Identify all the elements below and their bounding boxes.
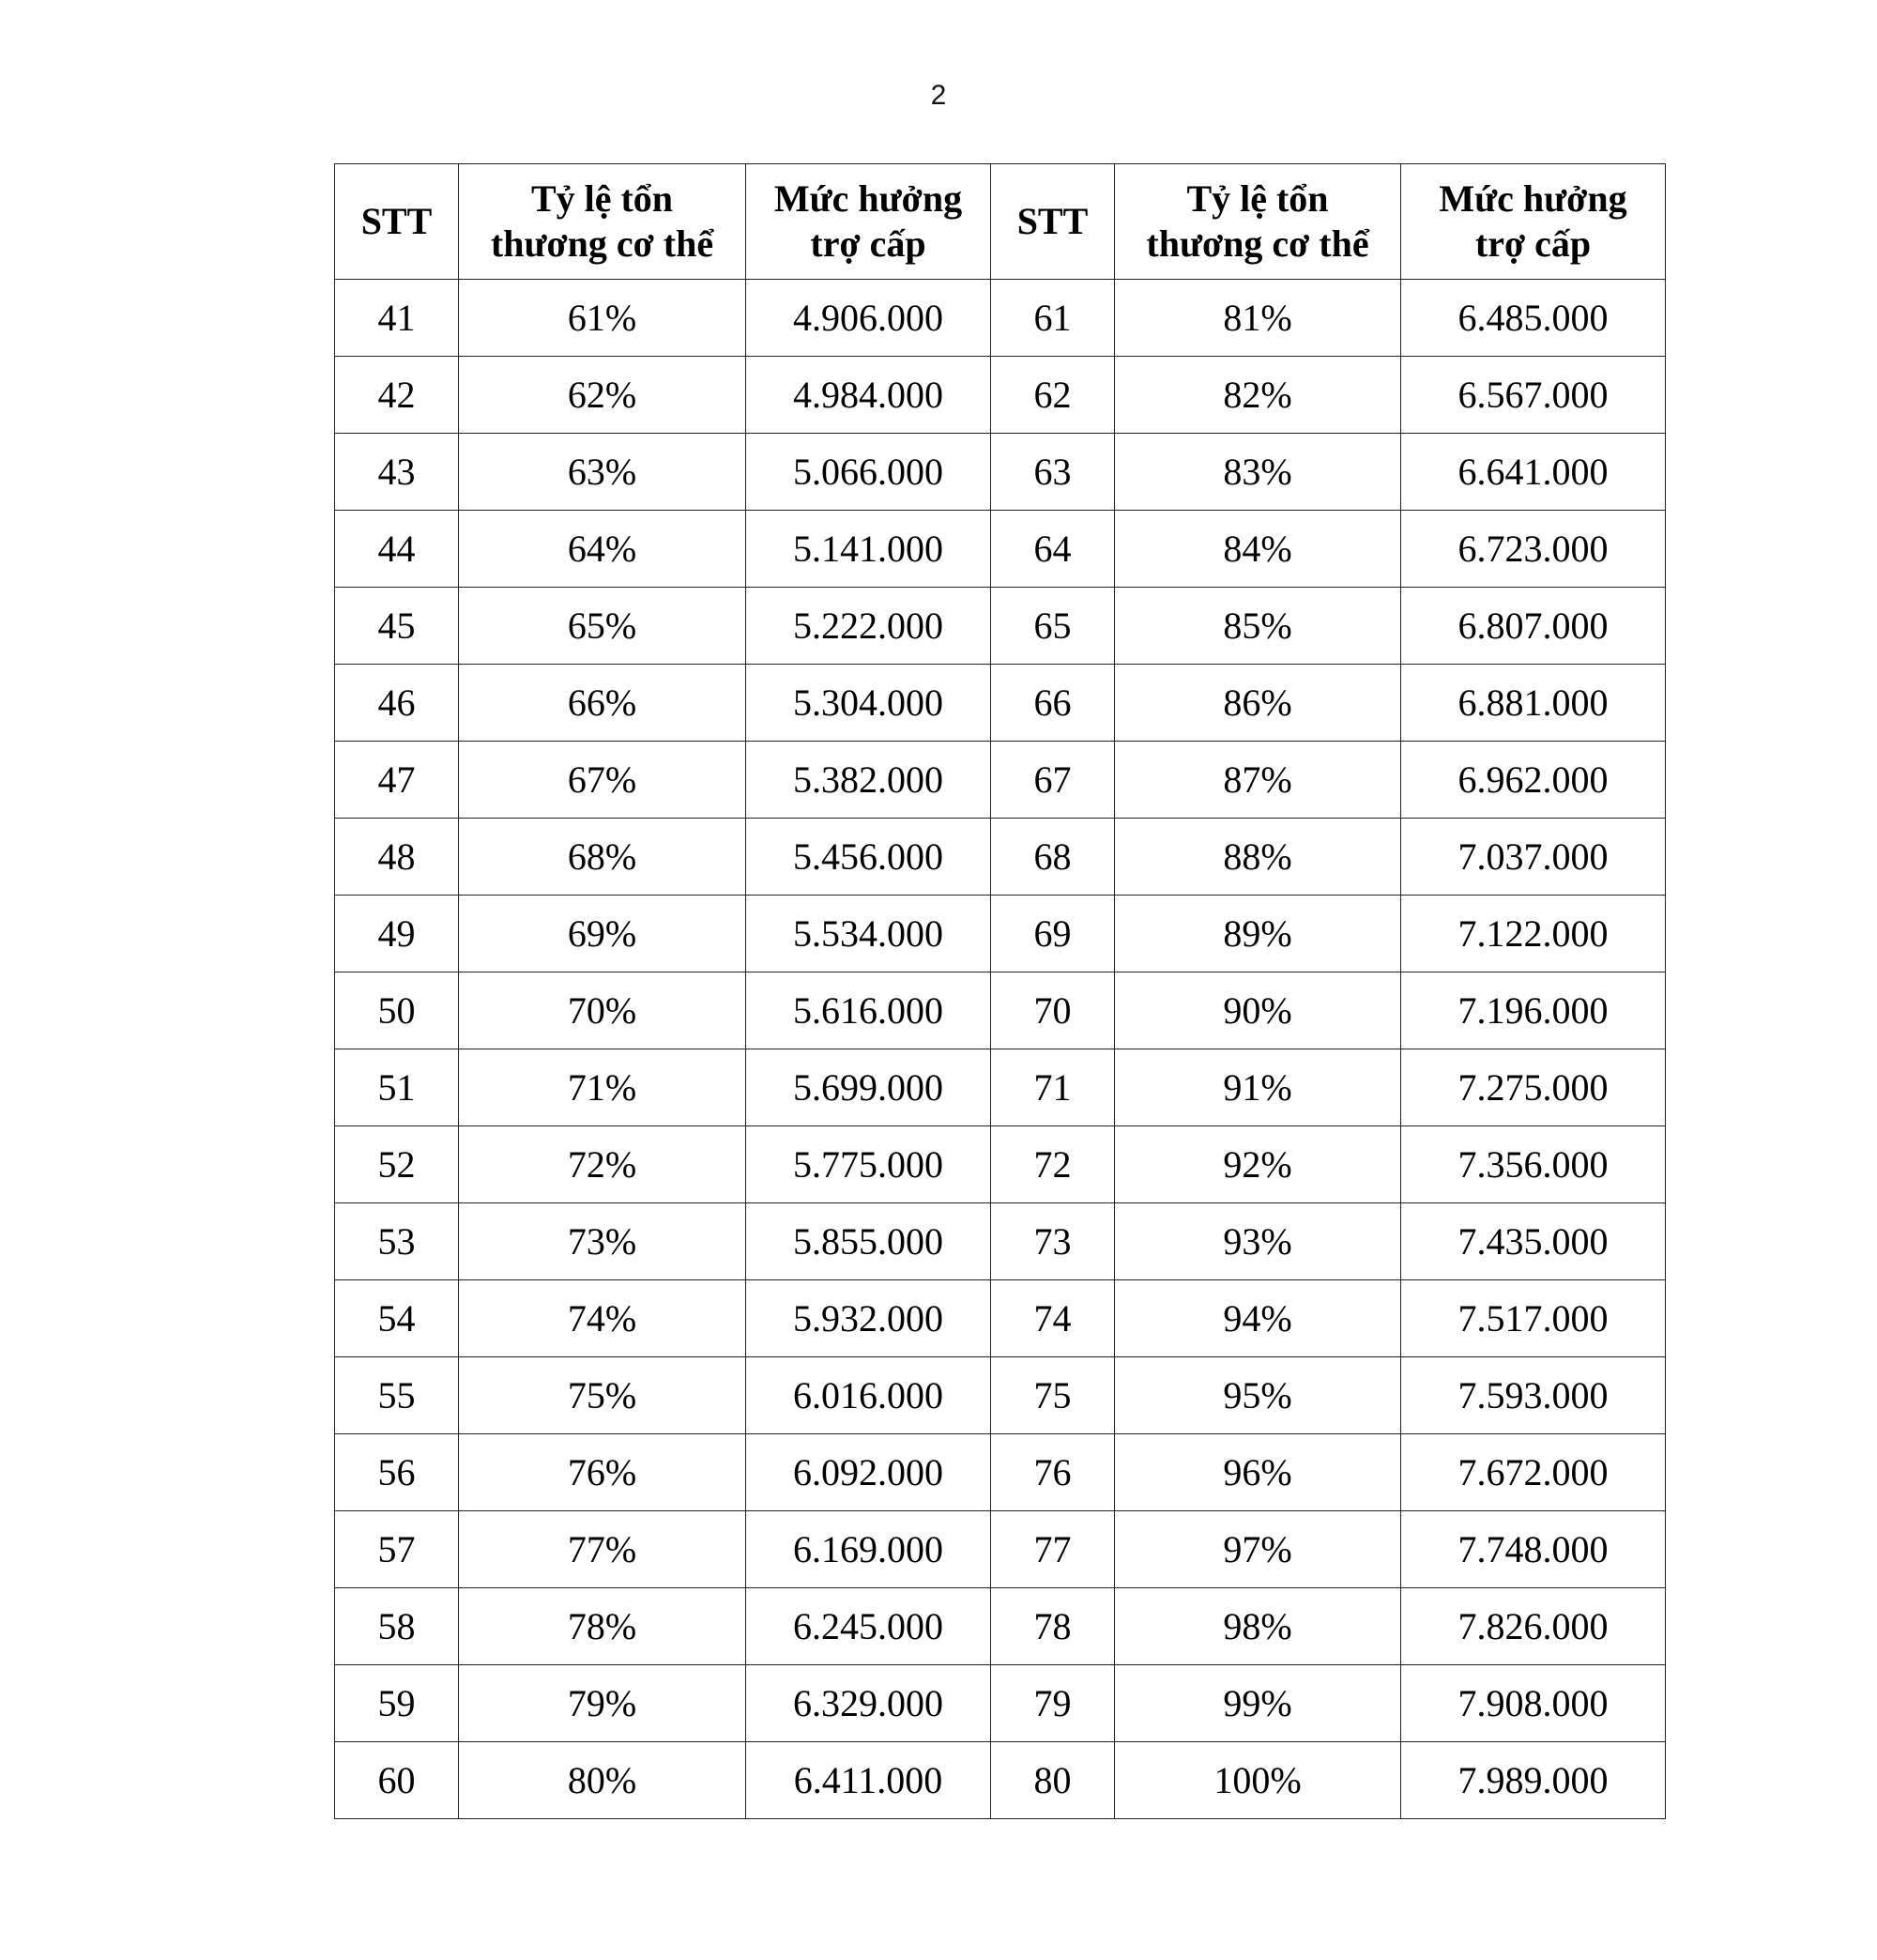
injury-rate-cell: 67%	[459, 742, 746, 819]
stt-cell: 69	[991, 896, 1115, 972]
stt-cell: 47	[335, 742, 459, 819]
table-header	[335, 164, 1666, 280]
stt-cell: 42	[335, 357, 459, 434]
benefit-amount-cell: 6.962.000	[1401, 742, 1666, 819]
stt-cell: 58	[335, 1588, 459, 1665]
benefit-amount-cell: 6.245.000	[746, 1588, 991, 1665]
table-row	[335, 665, 1666, 742]
stt-cell: 57	[335, 1511, 459, 1588]
table-row	[335, 1126, 1666, 1203]
header-line: STT	[360, 200, 433, 242]
benefit-amount-cell: 6.411.000	[746, 1742, 991, 1819]
benefit-amount-cell: 5.382.000	[746, 742, 991, 819]
stt-cell: 46	[335, 665, 459, 742]
injury-rate-cell: 94%	[1115, 1280, 1401, 1357]
header-line: STT	[1016, 200, 1089, 242]
stt-cell: 44	[335, 511, 459, 588]
table-row	[335, 1357, 1666, 1434]
benefit-amount-cell: 6.169.000	[746, 1511, 991, 1588]
injury-rate-cell: 88%	[1115, 819, 1401, 896]
benefit-amount-cell: 7.517.000	[1401, 1280, 1666, 1357]
stt-cell: 60	[335, 1742, 459, 1819]
injury-rate-cell: 63%	[459, 434, 746, 511]
stt-cell: 52	[335, 1126, 459, 1203]
injury-rate-cell: 90%	[1115, 972, 1401, 1049]
stt-cell: 63	[991, 434, 1115, 511]
benefit-amount-cell: 5.222.000	[746, 588, 991, 665]
injury-rate-cell: 96%	[1115, 1434, 1401, 1511]
injury-rate-cell: 65%	[459, 588, 746, 665]
benefit-amount-cell: 7.435.000	[1401, 1203, 1666, 1280]
table-row	[335, 819, 1666, 896]
benefit-amount-cell: 5.456.000	[746, 819, 991, 896]
stt-cell: 65	[991, 588, 1115, 665]
injury-rate-cell: 79%	[459, 1665, 746, 1742]
benefit-amount-cell: 7.826.000	[1401, 1588, 1666, 1665]
table-row	[335, 434, 1666, 511]
benefit-amount-cell: 6.881.000	[1401, 665, 1666, 742]
stt-cell: 80	[991, 1742, 1115, 1819]
stt-cell: 53	[335, 1203, 459, 1280]
benefit-amount-cell: 7.593.000	[1401, 1357, 1666, 1434]
benefit-amount-cell: 7.748.000	[1401, 1511, 1666, 1588]
stt-cell: 45	[335, 588, 459, 665]
injury-rate-cell: 69%	[459, 896, 746, 972]
stt-cell: 79	[991, 1665, 1115, 1742]
header-line: thương cơ thể	[1146, 222, 1369, 265]
benefit-amount-cell: 5.304.000	[746, 665, 991, 742]
stt-cell: 51	[335, 1049, 459, 1126]
benefit-amount-cell: 5.616.000	[746, 972, 991, 1049]
benefit-amount-cell: 5.534.000	[746, 896, 991, 972]
header-row	[335, 164, 1666, 280]
injury-rate-cell: 86%	[1115, 665, 1401, 742]
benefit-amount-cell: 6.641.000	[1401, 434, 1666, 511]
injury-rate-cell: 77%	[459, 1511, 746, 1588]
header-line: Mức hưởng	[1439, 177, 1627, 220]
table-row	[335, 1742, 1666, 1819]
header-injury-rate-left	[459, 164, 746, 280]
benefit-table	[334, 163, 1666, 1819]
injury-rate-cell: 74%	[459, 1280, 746, 1357]
header-line: trợ cấp	[1474, 222, 1592, 265]
header-stt-right	[991, 164, 1115, 280]
page-number: 2	[930, 80, 947, 111]
benefit-amount-cell: 5.141.000	[746, 511, 991, 588]
stt-cell: 76	[991, 1434, 1115, 1511]
benefit-amount-cell: 4.984.000	[746, 357, 991, 434]
stt-cell: 54	[335, 1280, 459, 1357]
benefit-amount-cell: 5.066.000	[746, 434, 991, 511]
injury-rate-cell: 81%	[1115, 280, 1401, 357]
benefit-amount-cell: 6.807.000	[1401, 588, 1666, 665]
header-benefit-left	[746, 164, 991, 280]
stt-cell: 77	[991, 1511, 1115, 1588]
header-line: Tỷ lệ tổn	[1186, 177, 1329, 220]
stt-cell: 72	[991, 1126, 1115, 1203]
injury-rate-cell: 66%	[459, 665, 746, 742]
injury-rate-cell: 89%	[1115, 896, 1401, 972]
benefit-amount-cell: 7.122.000	[1401, 896, 1666, 972]
stt-cell: 62	[991, 357, 1115, 434]
benefit-amount-cell: 5.932.000	[746, 1280, 991, 1357]
injury-rate-cell: 72%	[459, 1126, 746, 1203]
table-row	[335, 357, 1666, 434]
stt-cell: 50	[335, 972, 459, 1049]
benefit-amount-cell: 4.906.000	[746, 280, 991, 357]
stt-cell: 74	[991, 1280, 1115, 1357]
injury-rate-cell: 73%	[459, 1203, 746, 1280]
injury-rate-cell: 85%	[1115, 588, 1401, 665]
injury-rate-cell: 84%	[1115, 511, 1401, 588]
benefit-amount-cell: 7.037.000	[1401, 819, 1666, 896]
table-row	[335, 280, 1666, 357]
injury-rate-cell: 68%	[459, 819, 746, 896]
stt-cell: 70	[991, 972, 1115, 1049]
stt-cell: 48	[335, 819, 459, 896]
benefit-amount-cell: 6.092.000	[746, 1434, 991, 1511]
header-injury-rate-right	[1115, 164, 1401, 280]
stt-cell: 73	[991, 1203, 1115, 1280]
table-row	[335, 588, 1666, 665]
stt-cell: 41	[335, 280, 459, 357]
benefit-amount-cell: 6.723.000	[1401, 511, 1666, 588]
benefit-amount-cell: 7.989.000	[1401, 1742, 1666, 1819]
injury-rate-cell: 82%	[1115, 357, 1401, 434]
table-row	[335, 511, 1666, 588]
stt-cell: 75	[991, 1357, 1115, 1434]
benefit-amount-cell: 7.672.000	[1401, 1434, 1666, 1511]
benefit-amount-cell: 7.275.000	[1401, 1049, 1666, 1126]
injury-rate-cell: 97%	[1115, 1511, 1401, 1588]
stt-cell: 68	[991, 819, 1115, 896]
injury-rate-cell: 100%	[1115, 1742, 1401, 1819]
header-stt-left	[335, 164, 459, 280]
benefit-amount-cell: 5.855.000	[746, 1203, 991, 1280]
stt-cell: 67	[991, 742, 1115, 819]
table-row	[335, 742, 1666, 819]
injury-rate-cell: 75%	[459, 1357, 746, 1434]
header-line: trợ cấp	[810, 222, 926, 265]
benefit-amount-cell: 5.699.000	[746, 1049, 991, 1126]
stt-cell: 55	[335, 1357, 459, 1434]
injury-rate-cell: 91%	[1115, 1049, 1401, 1126]
table-body	[335, 280, 1666, 1819]
stt-cell: 78	[991, 1588, 1115, 1665]
injury-rate-cell: 83%	[1115, 434, 1401, 511]
table-row	[335, 1665, 1666, 1742]
table-row	[335, 1203, 1666, 1280]
injury-rate-cell: 87%	[1115, 742, 1401, 819]
benefit-amount-cell: 5.775.000	[746, 1126, 991, 1203]
benefit-amount-cell: 7.908.000	[1401, 1665, 1666, 1742]
table-row	[335, 1049, 1666, 1126]
stt-cell: 64	[991, 511, 1115, 588]
table-row	[335, 1511, 1666, 1588]
injury-rate-cell: 64%	[459, 511, 746, 588]
benefit-amount-cell: 6.329.000	[746, 1665, 991, 1742]
header-line: Tỷ lệ tổn	[530, 177, 674, 220]
injury-rate-cell: 99%	[1115, 1665, 1401, 1742]
injury-rate-cell: 95%	[1115, 1357, 1401, 1434]
stt-cell: 56	[335, 1434, 459, 1511]
stt-cell: 61	[991, 280, 1115, 357]
injury-rate-cell: 98%	[1115, 1588, 1401, 1665]
injury-rate-cell: 71%	[459, 1049, 746, 1126]
injury-rate-cell: 80%	[459, 1742, 746, 1819]
injury-rate-cell: 92%	[1115, 1126, 1401, 1203]
table-row	[335, 896, 1666, 972]
injury-rate-cell: 62%	[459, 357, 746, 434]
table-row	[335, 1588, 1666, 1665]
benefit-amount-cell: 6.567.000	[1401, 357, 1666, 434]
stt-cell: 43	[335, 434, 459, 511]
injury-rate-cell: 70%	[459, 972, 746, 1049]
injury-rate-cell: 76%	[459, 1434, 746, 1511]
stt-cell: 59	[335, 1665, 459, 1742]
header-benefit-right	[1401, 164, 1666, 280]
benefit-amount-cell: 7.196.000	[1401, 972, 1666, 1049]
table-row	[335, 1434, 1666, 1511]
injury-rate-cell: 78%	[459, 1588, 746, 1665]
table-row	[335, 1280, 1666, 1357]
header-line: thương cơ thể	[490, 222, 714, 265]
stt-cell: 66	[991, 665, 1115, 742]
benefit-amount-cell: 6.485.000	[1401, 280, 1666, 357]
benefit-amount-cell: 7.356.000	[1401, 1126, 1666, 1203]
injury-rate-cell: 93%	[1115, 1203, 1401, 1280]
stt-cell: 71	[991, 1049, 1115, 1126]
benefit-amount-cell: 6.016.000	[746, 1357, 991, 1434]
table-row	[335, 972, 1666, 1049]
injury-rate-cell: 61%	[459, 280, 746, 357]
header-line: Mức hưởng	[773, 177, 963, 220]
stt-cell: 49	[335, 896, 459, 972]
